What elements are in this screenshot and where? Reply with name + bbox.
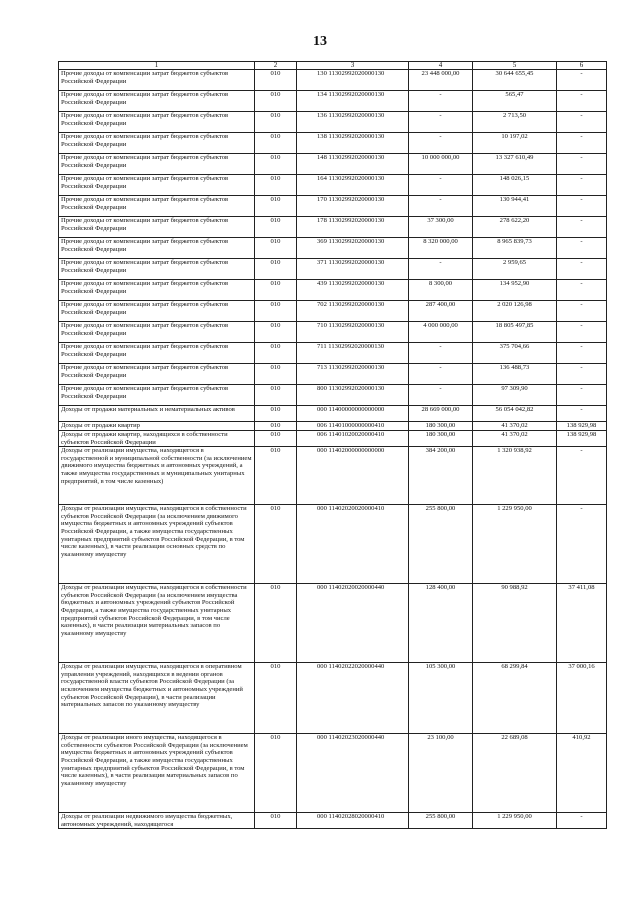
row-plan: 10 000 000,00	[409, 154, 473, 175]
row-fact: 2 959,65	[473, 259, 557, 280]
table-row	[59, 584, 607, 663]
row-plan: 8 320 000,00	[409, 238, 473, 259]
row-kbk: 170 11302992020000130	[297, 196, 409, 217]
row-name: Доходы от продажи квартир	[59, 422, 255, 431]
row-name: Прочие доходы от компенсации затрат бюджетов субъектов Российской Федерации	[59, 322, 255, 343]
row-plan: -	[409, 259, 473, 280]
row-rest: -	[557, 91, 607, 112]
table-row	[59, 385, 607, 406]
column-number-2: 2	[255, 62, 297, 70]
row-fact: 13 327 610,49	[473, 154, 557, 175]
row-rest: -	[557, 280, 607, 301]
table-row	[59, 505, 607, 584]
row-name: Прочие доходы от компенсации затрат бюджетов субъектов Российской Федерации	[59, 112, 255, 133]
row-plan: 23 100,00	[409, 734, 473, 813]
row-code: 010	[255, 734, 297, 813]
row-fact: 278 622,20	[473, 217, 557, 238]
row-kbk: 136 11302992020000130	[297, 112, 409, 133]
row-name: Доходы от реализации имущества, находящегося в оперативном управлении учреждений, находящихся в ведении органов государственной власти субъектов Российской Федерации (за исключением имущества бюджетных и автономных учреждений субъектов Российской Федерации), в части реализации материальных запасов по указанному имуществу	[59, 663, 255, 734]
row-name: Прочие доходы от компенсации затрат бюджетов субъектов Российской Федерации	[59, 196, 255, 217]
row-fact: 148 026,15	[473, 175, 557, 196]
table-row	[59, 217, 607, 238]
row-name: Доходы от продажи квартир, находящихся в собственности субъектов Российской Федерации	[59, 431, 255, 447]
row-code: 010	[255, 301, 297, 322]
row-rest: -	[557, 364, 607, 385]
table-row	[59, 322, 607, 343]
row-code: 010	[255, 406, 297, 422]
row-plan: 255 800,00	[409, 505, 473, 584]
row-fact: 565,47	[473, 91, 557, 112]
page-number: 13	[313, 34, 327, 49]
table-row	[59, 238, 607, 259]
row-kbk: 702 11302992020000130	[297, 301, 409, 322]
row-code: 010	[255, 431, 297, 447]
row-fact: 8 965 839,73	[473, 238, 557, 259]
row-rest: -	[557, 406, 607, 422]
row-code: 010	[255, 447, 297, 505]
row-plan: -	[409, 91, 473, 112]
row-name: Доходы от реализации имущества, находящегося в собственности субъектов Российской Федерации (за исключением имущества бюджетных и автономных учреждений субъектов Российской Федерации, а также имущества государственных унитарных предприятий субъектов Российской Федерации, в том числе казенных), в части реализации материальных запасов по указанному имуществу	[59, 584, 255, 663]
row-code: 010	[255, 238, 297, 259]
row-fact: 1 229 950,00	[473, 813, 557, 829]
row-kbk: 178 11302992020000130	[297, 217, 409, 238]
row-kbk: 138 11302992020000130	[297, 133, 409, 154]
row-kbk: 371 11302992020000130	[297, 259, 409, 280]
row-name: Доходы от реализации имущества, находящегося в государственной и муниципальной собственности (за исключением движимого имущества бюджетных и автономных учреждений, а также имущества государственных и муниципальных унитарных предприятий, в том числе казенных)	[59, 447, 255, 505]
row-code: 010	[255, 422, 297, 431]
row-plan: 384 200,00	[409, 447, 473, 505]
row-kbk: 000 11402020020000410	[297, 505, 409, 584]
row-kbk: 439 11302992020000130	[297, 280, 409, 301]
row-name: Прочие доходы от компенсации затрат бюджетов субъектов Российской Федерации	[59, 154, 255, 175]
row-fact: 1 320 938,92	[473, 447, 557, 505]
row-fact: 10 197,02	[473, 133, 557, 154]
row-code: 010	[255, 259, 297, 280]
row-plan: -	[409, 175, 473, 196]
row-plan: 180 300,00	[409, 422, 473, 431]
row-plan: -	[409, 112, 473, 133]
row-fact: 41 370,02	[473, 431, 557, 447]
row-rest: -	[557, 505, 607, 584]
row-kbk: 711 11302992020000130	[297, 343, 409, 364]
row-rest: -	[557, 259, 607, 280]
row-code: 010	[255, 343, 297, 364]
row-plan: -	[409, 385, 473, 406]
row-code: 010	[255, 364, 297, 385]
revenue-table-body	[59, 62, 607, 829]
column-number-4: 4	[409, 62, 473, 70]
table-row	[59, 431, 607, 447]
row-code: 010	[255, 133, 297, 154]
row-code: 010	[255, 70, 297, 91]
row-rest: -	[557, 343, 607, 364]
row-rest: -	[557, 301, 607, 322]
column-number-1: 1	[59, 62, 255, 70]
row-rest: -	[557, 154, 607, 175]
row-name: Прочие доходы от компенсации затрат бюджетов субъектов Российской Федерации	[59, 70, 255, 91]
row-fact: 41 370,02	[473, 422, 557, 431]
row-rest: -	[557, 238, 607, 259]
row-name: Доходы от продажи материальных и нематериальных активов	[59, 406, 255, 422]
row-code: 010	[255, 813, 297, 829]
row-rest: -	[557, 217, 607, 238]
row-plan: 4 000 000,00	[409, 322, 473, 343]
row-plan: -	[409, 133, 473, 154]
row-fact: 130 944,41	[473, 196, 557, 217]
row-plan: -	[409, 343, 473, 364]
table-row	[59, 91, 607, 112]
row-kbk: 164 11302992020000130	[297, 175, 409, 196]
row-kbk: 000 11402028020000410	[297, 813, 409, 829]
row-name: Доходы от реализации недвижимого имущества бюджетных, автономных учреждений, находящегося	[59, 813, 255, 829]
row-plan: 287 400,00	[409, 301, 473, 322]
table-row	[59, 422, 607, 431]
row-code: 010	[255, 112, 297, 133]
table-row	[59, 813, 607, 829]
row-kbk: 800 11302992020000130	[297, 385, 409, 406]
row-code: 010	[255, 175, 297, 196]
row-code: 010	[255, 280, 297, 301]
row-rest: 138 929,98	[557, 422, 607, 431]
row-kbk: 006 11401020020000410	[297, 431, 409, 447]
row-rest: -	[557, 175, 607, 196]
table-row	[59, 259, 607, 280]
row-name: Доходы от реализации имущества, находящегося в собственности субъектов Российской Федерации (за исключением движимого имущества бюджетных и автономных учреждений субъектов Российской Федерации, а также имущества государственных унитарных предприятий субъектов Российской Федерации, в том числе казенных), в части реализации основных средств по указанному имуществу	[59, 505, 255, 584]
table-row	[59, 133, 607, 154]
row-plan: -	[409, 364, 473, 385]
row-name: Прочие доходы от компенсации затрат бюджетов субъектов Российской Федерации	[59, 280, 255, 301]
row-rest: -	[557, 112, 607, 133]
row-code: 010	[255, 196, 297, 217]
row-rest: 138 929,98	[557, 431, 607, 447]
row-name: Прочие доходы от компенсации затрат бюджетов субъектов Российской Федерации	[59, 385, 255, 406]
row-plan: 180 300,00	[409, 431, 473, 447]
row-name: Прочие доходы от компенсации затрат бюджетов субъектов Российской Федерации	[59, 301, 255, 322]
row-code: 010	[255, 505, 297, 584]
row-plan: 255 800,00	[409, 813, 473, 829]
row-fact: 18 805 497,85	[473, 322, 557, 343]
row-kbk: 148 11302992020000130	[297, 154, 409, 175]
table-row	[59, 175, 607, 196]
table-row	[59, 301, 607, 322]
row-plan: 28 669 000,00	[409, 406, 473, 422]
row-rest: -	[557, 322, 607, 343]
row-fact: 97 309,90	[473, 385, 557, 406]
row-plan: 23 448 000,00	[409, 70, 473, 91]
row-kbk: 000 11402020020000440	[297, 584, 409, 663]
row-name: Прочие доходы от компенсации затрат бюджетов субъектов Российской Федерации	[59, 217, 255, 238]
row-name: Прочие доходы от компенсации затрат бюджетов субъектов Российской Федерации	[59, 238, 255, 259]
row-rest: 410,92	[557, 734, 607, 813]
table-row	[59, 280, 607, 301]
column-number-6: 6	[557, 62, 607, 70]
row-fact: 2 713,50	[473, 112, 557, 133]
table-row	[59, 406, 607, 422]
row-kbk: 369 11302992020000130	[297, 238, 409, 259]
row-rest: -	[557, 133, 607, 154]
table-row	[59, 663, 607, 734]
row-name: Прочие доходы от компенсации затрат бюджетов субъектов Российской Федерации	[59, 175, 255, 196]
row-plan: 128 400,00	[409, 584, 473, 663]
row-name: Прочие доходы от компенсации затрат бюджетов субъектов Российской Федерации	[59, 133, 255, 154]
revenue-table	[58, 61, 607, 829]
row-kbk: 000 11402000000000000	[297, 447, 409, 505]
column-number-row	[59, 62, 607, 70]
column-number-5: 5	[473, 62, 557, 70]
row-rest: -	[557, 70, 607, 91]
row-rest: 37 411,08	[557, 584, 607, 663]
table-row	[59, 70, 607, 91]
row-plan: -	[409, 196, 473, 217]
row-code: 010	[255, 663, 297, 734]
row-code: 010	[255, 385, 297, 406]
table-row	[59, 343, 607, 364]
row-code: 010	[255, 217, 297, 238]
row-name: Доходы от реализации иного имущества, находящегося в собственности субъектов Российской Федерации (за исключением имущества бюджетных и автономных учреждений субъектов Российской Федерации, а также имущества государственных унитарных предприятий субъектов Российской Федерации, в том числе казенных), в части реализации материальных запасов по указанному имуществу	[59, 734, 255, 813]
row-kbk: 713 11302992020000130	[297, 364, 409, 385]
row-kbk: 000 11402022020000440	[297, 663, 409, 734]
row-fact: 56 054 042,82	[473, 406, 557, 422]
row-fact: 90 988,92	[473, 584, 557, 663]
row-rest: -	[557, 196, 607, 217]
table-row	[59, 196, 607, 217]
row-name: Прочие доходы от компенсации затрат бюджетов субъектов Российской Федерации	[59, 91, 255, 112]
row-fact: 134 952,90	[473, 280, 557, 301]
table-row	[59, 112, 607, 133]
row-rest: -	[557, 813, 607, 829]
row-code: 010	[255, 322, 297, 343]
table-row	[59, 364, 607, 385]
row-code: 010	[255, 584, 297, 663]
row-fact: 30 644 655,45	[473, 70, 557, 91]
row-fact: 1 229 950,00	[473, 505, 557, 584]
row-kbk: 710 11302992020000130	[297, 322, 409, 343]
row-plan: 37 300,00	[409, 217, 473, 238]
row-plan: 105 300,00	[409, 663, 473, 734]
row-kbk: 006 11401000000000410	[297, 422, 409, 431]
row-rest: -	[557, 447, 607, 505]
row-kbk: 000 11400000000000000	[297, 406, 409, 422]
table-row	[59, 734, 607, 813]
row-rest: -	[557, 385, 607, 406]
row-code: 010	[255, 91, 297, 112]
row-fact: 22 689,08	[473, 734, 557, 813]
table-row	[59, 154, 607, 175]
row-kbk: 134 11302992020000130	[297, 91, 409, 112]
row-name: Прочие доходы от компенсации затрат бюджетов субъектов Российской Федерации	[59, 259, 255, 280]
table-row	[59, 447, 607, 505]
row-name: Прочие доходы от компенсации затрат бюджетов субъектов Российской Федерации	[59, 343, 255, 364]
row-fact: 375 704,66	[473, 343, 557, 364]
row-name: Прочие доходы от компенсации затрат бюджетов субъектов Российской Федерации	[59, 364, 255, 385]
row-code: 010	[255, 154, 297, 175]
row-kbk: 130 11302992020000130	[297, 70, 409, 91]
row-fact: 2 020 126,98	[473, 301, 557, 322]
row-fact: 136 488,73	[473, 364, 557, 385]
row-fact: 68 299,84	[473, 663, 557, 734]
column-number-3: 3	[297, 62, 409, 70]
row-plan: 8 300,00	[409, 280, 473, 301]
row-rest: 37 000,16	[557, 663, 607, 734]
row-kbk: 000 11402023020000440	[297, 734, 409, 813]
